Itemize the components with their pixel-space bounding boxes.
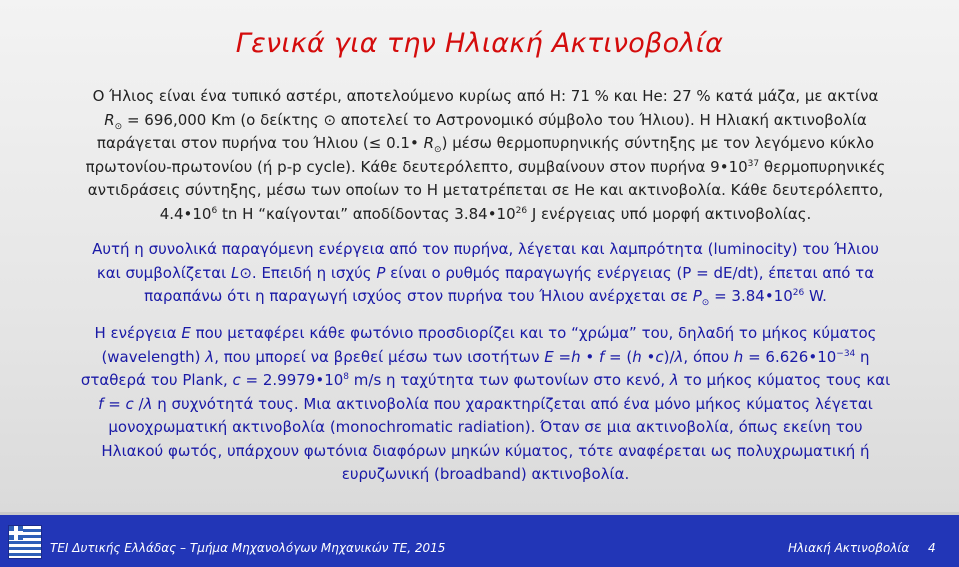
text-line: W.	[804, 287, 827, 305]
symbol-h: h	[733, 347, 744, 366]
symbol-p: P	[692, 287, 702, 305]
text-line: /	[133, 394, 144, 413]
exponent: −34	[836, 348, 856, 359]
text-line: •	[580, 347, 599, 366]
paragraph-photon-energy	[58, 322, 913, 487]
symbol-c: c	[125, 394, 134, 413]
text-line: •	[641, 347, 656, 366]
sun-symbol: ⊙	[114, 121, 123, 132]
footer-institution: ΤΕΙ Δυτικής Ελλάδας – Τμήμα Μηχανολόγων Μηχανικών ΤΕ, 2015	[50, 541, 446, 555]
text-line: = (	[604, 347, 633, 366]
text-line: Αυτή η συνολικά παραγόμενη ενέργεια από τον πυρήνα, λέγεται και λαμπρότητα (luminocity) του Ήλιου	[92, 240, 879, 258]
greek-flag-emblem-icon	[8, 525, 42, 559]
exponent: 26	[515, 205, 528, 216]
text-line: . Επειδή η ισχύς	[251, 263, 377, 282]
exponent: 6	[211, 205, 218, 216]
text-line: πρωτονίου-πρωτονίου (ή p-p cycle). Κάθε δευτερόλεπτο, συμβαίνουν στον πυρήνα 9•10	[85, 157, 748, 176]
text-line: 4.4•10	[159, 204, 212, 223]
text-line: μονοχρωματική ακτινοβολία (monochromatic radiation). Όταν σε μια ακτινοβολία, όπως εκείνη του	[108, 418, 863, 436]
symbol-h: h	[571, 347, 581, 366]
sun-symbol: ⊙	[701, 298, 710, 308]
symbol-c: c	[232, 371, 241, 389]
exponent: 8	[343, 372, 350, 382]
symbol-f: f	[98, 394, 104, 413]
text-line: η συχνότητά τους. Μια ακτινοβολία που χαρακτηρίζεται από ένα μόνο μήκος κύματος λέγεται	[152, 394, 873, 413]
text-line: Ο Ήλιος είναι ένα τυπικό αστέρι, αποτελούμενο κυρίως από Η: 71 % και Ηe: 27 % κατά μάζα, με ακτίνα	[92, 87, 879, 105]
text-line: αποτελεί το Αστρονομικό σύμβολο του Ήλιου). Η Ηλιακή ακτινοβολία	[336, 110, 867, 129]
symbol-e: E	[544, 347, 554, 366]
text-line: = 696,000 Km (ο δείκτης	[122, 110, 324, 129]
text-line: Ηλιακού φωτός, υπάρχουν φωτόνια διαφόρων μηκών κύματος, τότε αναφέρεται ως πολυχρωματική ή	[101, 441, 870, 460]
symbol-e: E	[181, 324, 191, 342]
text-line: αντιδράσεις σύντηξης, μέσω των οποίων το Η μετατρέπεται σε He και ακτινοβολία. Κάθε δευτερόλεπτο,	[87, 181, 884, 199]
symbol-c: c	[655, 347, 664, 366]
exponent: 26	[792, 288, 805, 298]
symbol-lambda: λ	[205, 347, 215, 366]
footer-topic: Ηλιακή Ακτινοβολία	[788, 541, 910, 555]
paragraph-sun-composition	[58, 85, 913, 226]
text-line: = 6.626•10	[743, 347, 837, 366]
text-line: είναι ο ρυθμός παραγωγής ενέργειας (P = dE/dt), έπεται από τα	[385, 263, 875, 282]
page-number: 4	[928, 541, 936, 555]
text-line: που μεταφέρει κάθε φωτόνιο προσδιορίζει και το “χρώμα” του, δηλαδή το μήκος κύματος	[190, 324, 877, 342]
text-line: J ενέργειας υπό μορφή ακτινοβολίας.	[527, 204, 812, 223]
text-line: σταθερά του Plank,	[80, 371, 233, 389]
text-line: το μήκος κύματος τους και	[678, 371, 891, 389]
text-line: παραπάνω ότι η παραγωγή ισχύος στον πυρήνα του Ήλιου ανέρχεται σε	[144, 287, 693, 305]
symbol-h: h	[632, 347, 642, 366]
symbol-lambda: λ	[143, 394, 153, 413]
luminosity-symbol: L⊙	[230, 263, 252, 282]
text-line: ευρυζωνική (broadband) ακτινοβολία.	[341, 465, 630, 483]
sun-symbol: ⊙	[323, 110, 337, 129]
text-line: (wavelength)	[101, 347, 206, 366]
symbol-lambda: λ	[669, 371, 679, 389]
text-line: tn H “καίγονται” αποδίδοντας 3.84•10	[217, 204, 516, 223]
slide-footer	[0, 515, 959, 567]
sun-symbol: ⊙	[434, 145, 442, 155]
text-line: = 2.9979•10	[240, 371, 344, 389]
exponent: 37	[747, 158, 760, 169]
text-line: )/	[663, 347, 675, 366]
symbol-f: f	[598, 347, 605, 366]
text-line: m/s η ταχύτητα των φωτονίων στο κενό,	[349, 371, 670, 389]
symbol-lambda: λ	[674, 347, 684, 366]
text-line: , που μπορεί να βρεθεί μέσω των ισοτήτων	[214, 347, 545, 366]
text-line: =	[553, 347, 572, 366]
text-line: Η ενέργεια	[94, 324, 182, 342]
symbol-p: P	[376, 263, 386, 282]
symbol-r: R	[423, 134, 435, 152]
text-line: η	[855, 347, 870, 366]
text-line: θερμοπυρηνικές	[759, 157, 886, 176]
text-line: = 3.84•10	[709, 287, 793, 305]
slide-title: Γενικά για την Ηλιακή Ακτινοβολία	[235, 28, 724, 59]
text-line: ) μέσω θερμοπυρηνικής σύντηξης με τον λεγόμενο κύκλο	[441, 134, 875, 152]
text-line: , όπου	[683, 347, 734, 366]
text-line: =	[103, 394, 126, 413]
text-line: παράγεται στον πυρήνα του Ήλιου (≤ 0.1•	[96, 134, 424, 152]
symbol-r: R	[104, 110, 115, 129]
text-line: και συμβολίζεται	[96, 263, 231, 282]
paragraph-luminosity	[58, 238, 913, 309]
